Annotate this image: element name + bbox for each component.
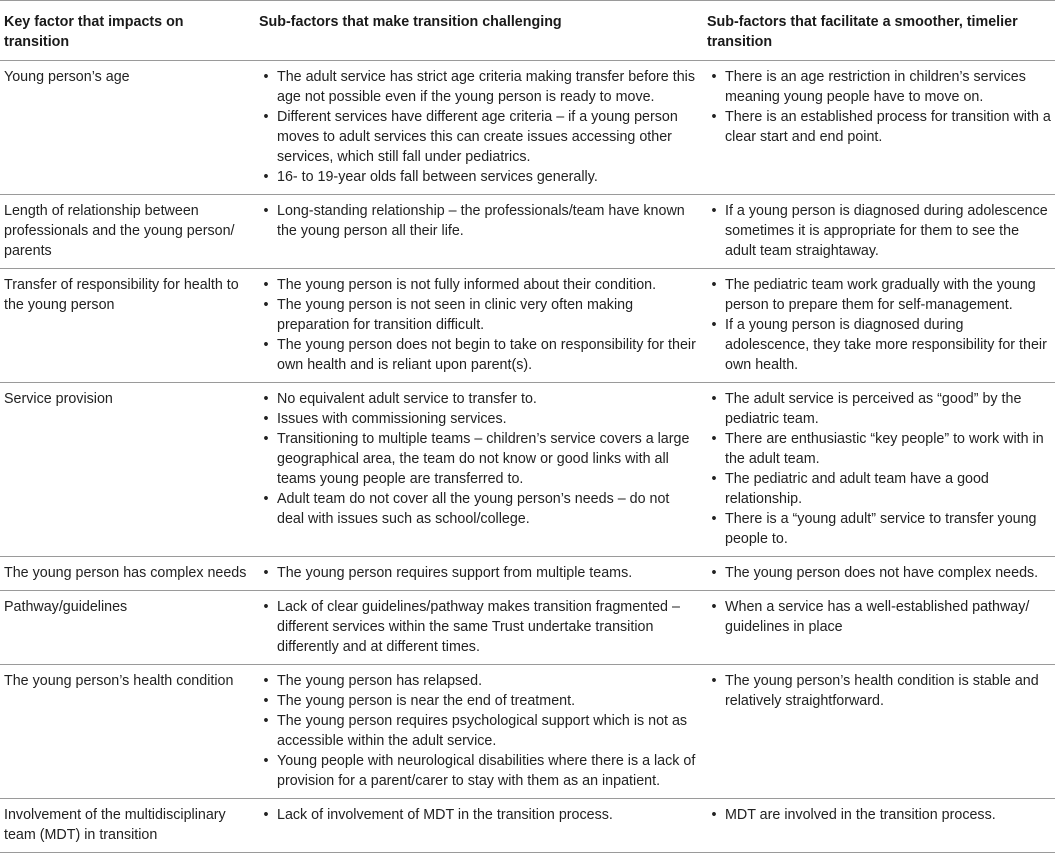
bullet-icon: • xyxy=(711,391,717,407)
challenging-cell xyxy=(255,269,703,383)
challenging-list xyxy=(259,597,699,657)
list-item-text: The young person requires support from multiple teams. xyxy=(277,565,633,581)
bullet-icon: • xyxy=(263,713,269,729)
header-key-factor: Key factor that impacts on transition xyxy=(0,1,255,61)
bullet-icon: • xyxy=(711,203,717,219)
list-item-text: The young person requires psychological support which is not as accessible within the adult service. xyxy=(277,713,688,749)
facilitating-list xyxy=(707,67,1051,147)
challenging-list xyxy=(259,67,699,187)
list-item-text: There is a “young adult” service to transfer young people to. xyxy=(725,511,1037,547)
key-factor-cell: The young person has complex needs xyxy=(0,557,255,591)
key-factor-cell: Pathway/guidelines xyxy=(0,591,255,665)
facilitating-cell xyxy=(703,557,1055,591)
list-item xyxy=(711,201,1051,261)
challenging-list xyxy=(259,671,699,791)
bullet-icon: • xyxy=(263,565,269,581)
list-item xyxy=(711,563,1051,583)
header-challenging: Sub-factors that make transition challenging xyxy=(255,1,703,61)
list-item-text: The young person does not have complex needs. xyxy=(725,565,1039,581)
bullet-icon: • xyxy=(263,277,269,293)
list-item xyxy=(263,597,699,657)
table-row xyxy=(0,591,1055,665)
header-facilitating: Sub-factors that facilitate a smoother, timelier transition xyxy=(703,1,1055,61)
table-row xyxy=(0,799,1055,853)
list-item xyxy=(263,671,699,691)
header-row xyxy=(0,1,1055,61)
list-item-text: No equivalent adult service to transfer to. xyxy=(277,391,537,407)
bullet-icon: • xyxy=(711,109,717,125)
facilitating-list xyxy=(707,201,1051,261)
list-item-text: The young person’s health condition is stable and relatively straightforward. xyxy=(725,673,1039,709)
facilitating-cell xyxy=(703,383,1055,557)
list-item xyxy=(711,805,1051,825)
list-item xyxy=(263,489,699,529)
bullet-icon: • xyxy=(711,277,717,293)
facilitating-list xyxy=(707,671,1051,711)
challenging-cell xyxy=(255,591,703,665)
challenging-cell xyxy=(255,383,703,557)
list-item-text: Lack of involvement of MDT in the transition process. xyxy=(277,807,613,823)
key-factor-cell: Involvement of the multidisciplinary team (MDT) in transition xyxy=(0,799,255,853)
list-item xyxy=(263,67,699,107)
list-item-text: Issues with commissioning services. xyxy=(277,411,507,427)
table-row xyxy=(0,665,1055,799)
list-item xyxy=(263,409,699,429)
bullet-icon: • xyxy=(263,337,269,353)
list-item-text: The young person is near the end of treatment. xyxy=(277,693,576,709)
list-item xyxy=(263,275,699,295)
list-item xyxy=(711,597,1051,637)
bullet-icon: • xyxy=(263,693,269,709)
challenging-cell xyxy=(255,61,703,195)
list-item xyxy=(263,201,699,241)
key-factor-cell: Young person’s age xyxy=(0,61,255,195)
list-item xyxy=(263,389,699,409)
list-item-text: Long-standing relationship – the professionals/team have known the young person all their life. xyxy=(277,203,685,239)
facilitating-cell xyxy=(703,665,1055,799)
table-row xyxy=(0,269,1055,383)
bullet-icon: • xyxy=(263,599,269,615)
facilitating-cell xyxy=(703,61,1055,195)
list-item-text: The young person does not begin to take on responsibility for their own health and is reliant upon parent(s). xyxy=(277,337,696,373)
list-item-text: There is an established process for transition with a clear start and end point. xyxy=(725,109,1051,145)
list-item xyxy=(263,167,699,187)
bullet-icon: • xyxy=(711,673,717,689)
bullet-icon: • xyxy=(263,411,269,427)
challenging-list xyxy=(259,275,699,375)
list-item-text: The adult service is perceived as “good” by the pediatric team. xyxy=(725,391,1022,427)
bullet-icon: • xyxy=(711,511,717,527)
facilitating-list xyxy=(707,597,1051,637)
table-row xyxy=(0,383,1055,557)
list-item-text: If a young person is diagnosed during adolescence sometimes it is appropriate for them to see the adult team straightaway. xyxy=(725,203,1048,259)
challenging-cell xyxy=(255,799,703,853)
list-item-text: There are enthusiastic “key people” to work with in the adult team. xyxy=(725,431,1044,467)
facilitating-list xyxy=(707,563,1051,583)
table-header xyxy=(0,1,1055,61)
table-row xyxy=(0,195,1055,269)
list-item xyxy=(711,429,1051,469)
list-item xyxy=(263,751,699,791)
list-item-text: Transitioning to multiple teams – children’s service covers a large geographical area, the team do not know or good links with all teams young people are transferred to. xyxy=(277,431,690,487)
bullet-icon: • xyxy=(711,471,717,487)
bullet-icon: • xyxy=(263,431,269,447)
table-row xyxy=(0,557,1055,591)
bullet-icon: • xyxy=(263,807,269,823)
bullet-icon: • xyxy=(263,297,269,313)
list-item-text: The young person is not fully informed about their condition. xyxy=(277,277,657,293)
challenging-cell xyxy=(255,557,703,591)
bullet-icon: • xyxy=(263,69,269,85)
list-item-text: The young person has relapsed. xyxy=(277,673,483,689)
bullet-icon: • xyxy=(263,753,269,769)
list-item xyxy=(263,805,699,825)
list-item-text: The young person is not seen in clinic very often making preparation for transition difficult. xyxy=(277,297,634,333)
bullet-icon: • xyxy=(711,69,717,85)
list-item-text: The pediatric team work gradually with the young person to prepare them for self-management. xyxy=(725,277,1036,313)
list-item-text: There is an age restriction in children’s services meaning young people have to move on. xyxy=(725,69,1026,105)
bullet-icon: • xyxy=(711,599,717,615)
list-item-text: Lack of clear guidelines/pathway makes transition fragmented – different services within the same Trust undertake transition differently and at different times. xyxy=(277,599,680,655)
key-factor-cell: Transfer of responsibility for health to the young person xyxy=(0,269,255,383)
list-item xyxy=(263,429,699,489)
list-item-text: When a service has a well-established pathway/ guidelines in place xyxy=(725,599,1030,635)
list-item-text: The adult service has strict age criteria making transfer before this age not possible even if the young person is ready to move. xyxy=(277,69,695,105)
bullet-icon: • xyxy=(263,391,269,407)
bullet-icon: • xyxy=(263,673,269,689)
facilitating-list xyxy=(707,805,1051,825)
bullet-icon: • xyxy=(711,565,717,581)
list-item xyxy=(263,335,699,375)
challenging-cell xyxy=(255,665,703,799)
bullet-icon: • xyxy=(711,317,717,333)
list-item xyxy=(263,107,699,167)
challenging-list xyxy=(259,805,699,825)
bullet-icon: • xyxy=(263,169,269,185)
facilitating-cell xyxy=(703,195,1055,269)
list-item-text: Different services have different age criteria – if a young person moves to adult services this can create issues accessing other services, which still fall under pediatrics. xyxy=(277,109,678,165)
list-item xyxy=(711,389,1051,429)
bullet-icon: • xyxy=(263,203,269,219)
list-item xyxy=(711,107,1051,147)
challenging-list xyxy=(259,563,699,583)
facilitating-cell xyxy=(703,799,1055,853)
list-item xyxy=(711,315,1051,375)
bullet-icon: • xyxy=(263,109,269,125)
list-item xyxy=(711,275,1051,315)
facilitating-cell xyxy=(703,591,1055,665)
list-item xyxy=(263,295,699,335)
list-item-text: The pediatric and adult team have a good relationship. xyxy=(725,471,989,507)
key-factor-cell: Service provision xyxy=(0,383,255,557)
key-factor-cell: The young person’s health condition xyxy=(0,665,255,799)
list-item xyxy=(711,469,1051,509)
list-item xyxy=(711,671,1051,711)
list-item-text: Young people with neurological disabilities where there is a lack of provision for a parent/carer to stay with them as an inpatient. xyxy=(277,753,696,789)
key-factor-cell: Length of relationship between professionals and the young person/ parents xyxy=(0,195,255,269)
list-item xyxy=(263,691,699,711)
list-item xyxy=(711,509,1051,549)
list-item xyxy=(711,67,1051,107)
facilitating-list xyxy=(707,389,1051,549)
list-item-text: MDT are involved in the transition process. xyxy=(725,807,996,823)
bullet-icon: • xyxy=(263,491,269,507)
list-item xyxy=(263,711,699,751)
list-item-text: If a young person is diagnosed during adolescence, they take more responsibility for their own health. xyxy=(725,317,1047,373)
facilitating-cell xyxy=(703,269,1055,383)
list-item-text: Adult team do not cover all the young person’s needs – do not deal with issues such as school/college. xyxy=(277,491,670,527)
facilitating-list xyxy=(707,275,1051,375)
table-body xyxy=(0,61,1055,853)
bullet-icon: • xyxy=(711,431,717,447)
challenging-list xyxy=(259,201,699,241)
list-item-text: 16- to 19-year olds fall between services generally. xyxy=(277,169,598,185)
challenging-cell xyxy=(255,195,703,269)
table-row xyxy=(0,61,1055,195)
challenging-list xyxy=(259,389,699,529)
list-item xyxy=(263,563,699,583)
bullet-icon: • xyxy=(711,807,717,823)
